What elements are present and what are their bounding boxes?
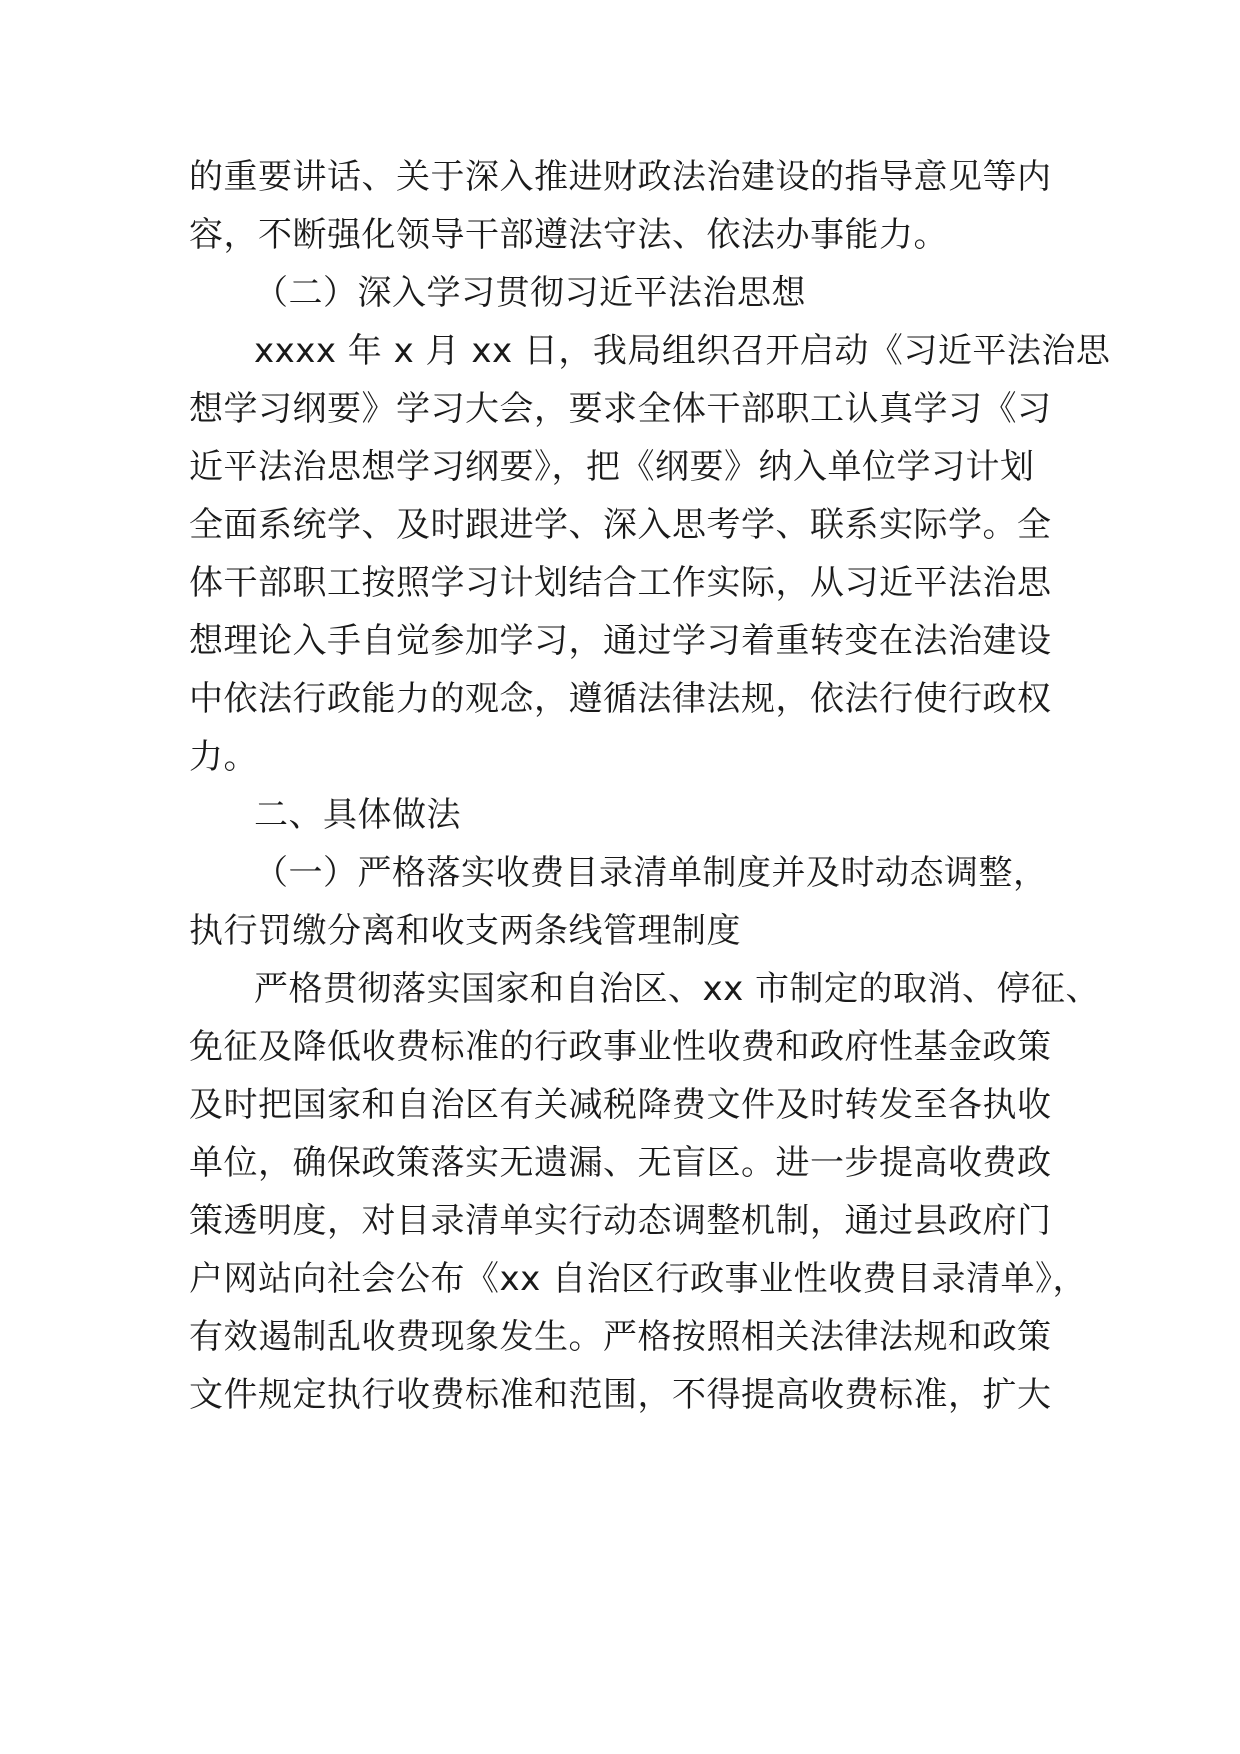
- body-text-line: 及时把国家和自治区有关减税降费文件及时转发至各执收: [189, 1085, 1052, 1125]
- body-text-line: 的重要讲话、关于深入推进财政法治建设的指导意见等内: [189, 157, 1052, 197]
- body-text-line: 想学习纲要》学习大会，要求全体干部职工认真学习《习: [189, 389, 1052, 429]
- body-text-line: 文件规定执行收费标准和范围，不得提高收费标准，扩大: [189, 1375, 1052, 1415]
- body-text-line: 单位，确保政策落实无遗漏、无盲区。进一步提高收费政: [189, 1143, 1052, 1183]
- body-text-line: 严格贯彻落实国家和自治区、xx 市制定的取消、停征、: [254, 969, 1101, 1009]
- body-text-line: xxxx 年 x 月 xx 日，我局组织召开启动《习近平法治思: [254, 331, 1111, 371]
- body-text-line: 策透明度，对目录清单实行动态调整机制，通过县政府门: [189, 1201, 1052, 1241]
- body-text-line: 想理论入手自觉参加学习，通过学习着重转变在法治建设: [189, 621, 1052, 661]
- body-text-line: 中依法行政能力的观念，遵循法律法规，依法行使行政权: [189, 679, 1052, 719]
- body-text-line: 有效遏制乱收费现象发生。严格按照相关法律法规和政策: [189, 1317, 1052, 1357]
- body-text-line: 容，不断强化领导干部遵法守法、依法办事能力。: [189, 215, 948, 255]
- subsection-heading-continued: 执行罚缴分离和收支两条线管理制度: [189, 911, 741, 951]
- body-text-line: 体干部职工按照学习计划结合工作实际，从习近平法治思: [189, 563, 1052, 603]
- body-text-line: 全面系统学、及时跟进学、深入思考学、联系实际学。全: [189, 505, 1052, 545]
- subsection-heading: （一）严格落实收费目录清单制度并及时动态调整，: [254, 853, 1048, 893]
- body-text-line: 免征及降低收费标准的行政事业性收费和政府性基金政策: [189, 1027, 1052, 1067]
- section-heading: 二、具体做法: [254, 795, 461, 835]
- body-text-line: 近平法治思想学习纲要》，把《纲要》纳入单位学习计划: [189, 447, 1035, 487]
- body-text-line: 户网站向社会公布《xx 自治区行政事业性收费目录清单》，: [189, 1259, 1088, 1299]
- section-heading: （二）深入学习贯彻习近平法治思想: [254, 273, 806, 313]
- body-text-line: 力。: [189, 737, 258, 777]
